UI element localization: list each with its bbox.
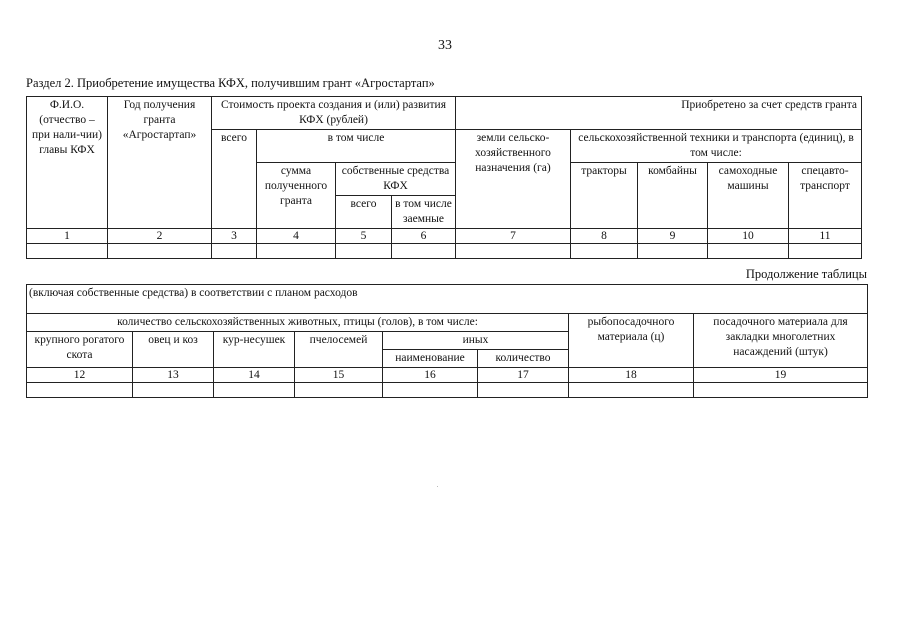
page-number: 33 [438, 38, 452, 53]
column-number: 12 [27, 368, 133, 383]
column-number: 10 [708, 229, 789, 244]
column-number: 11 [789, 229, 862, 244]
property-table [26, 96, 862, 259]
column-number: 9 [638, 229, 708, 244]
empty-cell [108, 244, 212, 259]
empty-cell [708, 244, 789, 259]
empty-cell [694, 383, 868, 398]
column-number: 13 [133, 368, 214, 383]
empty-cell [478, 383, 569, 398]
header-acquired: Приобретено за счет средств гранта [456, 97, 862, 130]
empty-cell [638, 244, 708, 259]
column-number: 2 [108, 229, 212, 244]
empty-cell [789, 244, 862, 259]
column-number: 3 [212, 229, 257, 244]
header-self-propelled: самоходные машины [708, 163, 789, 229]
header-cattle: крупного рогатого скота [27, 332, 133, 368]
column-number: 6 [392, 229, 456, 244]
header-fish: рыбопосадочного материала (ц) [569, 314, 694, 368]
table-row-numbers [27, 229, 862, 244]
column-number: 7 [456, 229, 571, 244]
table-row-empty [27, 244, 862, 259]
header-animals: количество сельскохозяйственных животных, птицы (голов), в том числе: [27, 314, 569, 332]
empty-cell [383, 383, 478, 398]
empty-cell [571, 244, 638, 259]
section-title: Раздел 2. Приобретение имущества КФХ, получившим грант «Агростартап» [26, 76, 435, 90]
header-own-total: всего [336, 196, 392, 229]
column-number: 17 [478, 368, 569, 383]
header-land: земли сельско-хозяйственного назначения (га) [456, 130, 571, 229]
column-number: 15 [295, 368, 383, 383]
table-row-numbers [27, 368, 868, 383]
empty-cell [295, 383, 383, 398]
empty-cell [257, 244, 336, 259]
header-machinery: сельскохозяйственной техники и транспорта (единиц), в том числе: [571, 130, 862, 163]
column-number: 8 [571, 229, 638, 244]
continuation-label: Продолжение таблицы [745, 267, 867, 281]
header-total: всего [212, 130, 257, 229]
empty-cell [569, 383, 694, 398]
header-bee-colonies: пчелосемей [295, 332, 383, 368]
column-number: 14 [214, 368, 295, 383]
empty-cell [27, 244, 108, 259]
header-sheep-goats: овец и коз [133, 332, 214, 368]
header-cost: Стоимость проекта создания и (или) развития КФХ (рублей) [212, 97, 456, 130]
column-number: 4 [257, 229, 336, 244]
header-fio: Ф.И.О. (отчество – при нали-чии) главы КФХ [27, 97, 108, 229]
continuation-table [26, 284, 868, 398]
header-other: иных [383, 332, 569, 350]
empty-cell [27, 383, 133, 398]
header-combines: комбайны [638, 163, 708, 229]
empty-cell [336, 244, 392, 259]
empty-cell [456, 244, 571, 259]
column-number: 16 [383, 368, 478, 383]
header-special-transport: спецавто-транспорт [789, 163, 862, 229]
empty-cell [212, 244, 257, 259]
column-number: 19 [694, 368, 868, 383]
empty-cell [392, 244, 456, 259]
header-other-name: наименование [383, 350, 478, 368]
empty-cell [133, 383, 214, 398]
header-tractors: тракторы [571, 163, 638, 229]
header-plants: посадочного материала для закладки многолетних насаждений (штук) [694, 314, 868, 368]
header-including: в том числе [257, 130, 456, 163]
header-laying-hens: кур-несушек [214, 332, 295, 368]
header-other-quantity: количество [478, 350, 569, 368]
empty-cell [214, 383, 295, 398]
column-number: 5 [336, 229, 392, 244]
header-year: Год получения гранта «Агростартап» [108, 97, 212, 229]
header-own-loans: в том числе заемные [392, 196, 456, 229]
scan-dot [437, 486, 438, 487]
header-own-funds: собственные средства КФХ [336, 163, 456, 196]
table-row-empty [27, 383, 868, 398]
column-number: 18 [569, 368, 694, 383]
continuation-header: (включая собственные средства) в соответствии с планом расходов [27, 285, 868, 314]
column-number: 1 [27, 229, 108, 244]
header-grant-sum: сумма полученного гранта [257, 163, 336, 229]
